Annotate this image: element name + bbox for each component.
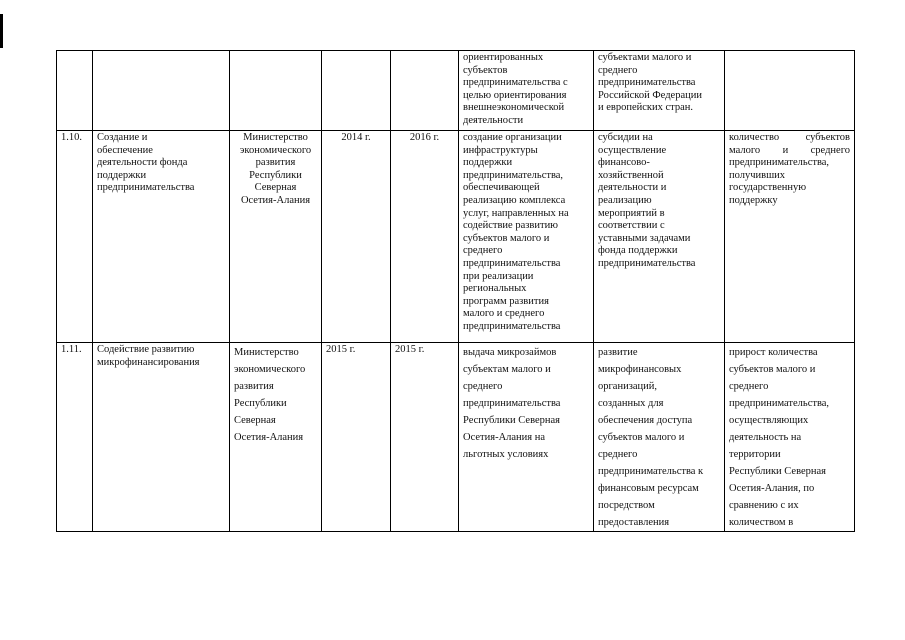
cell-result: развитие микрофинансовых организаций, созданных для обеспечения доступа субъектов малого и среднего предпринимательства к финансовым ресурсам посредством предоставления (594, 343, 725, 532)
scan-edge-mark (0, 14, 3, 48)
cell-end-year (391, 51, 459, 131)
cell-indicator: количество субъектов малого и среднего предпринимательства, получивших государственную поддержку (725, 131, 855, 343)
table-row (57, 51, 855, 131)
cell-measure-name: Содействие развитию микрофинансирования (93, 343, 230, 532)
cell-executor (230, 51, 322, 131)
cell-indicator (725, 51, 855, 131)
cell-executor: Министерство экономического развития Республики Северная Осетия-Алания (230, 131, 322, 343)
table-row (57, 131, 855, 343)
cell-content: выдача микрозаймов субъектам малого и среднего предпринимательства Республики Северная Осетия-Алания на льготных условиях (459, 343, 594, 532)
cell-end-year: 2016 г. (391, 131, 459, 343)
cell-result: субсидии на осуществление финансово- хозяйственной деятельности и реализацию мероприятий в соответствии с уставными задачами фонда поддержки предпринимательства (594, 131, 725, 343)
cell-number (57, 51, 93, 131)
cell-number: 1.10. (57, 131, 93, 343)
cell-executor: Министерство экономического развития Республики Северная Осетия-Алания (230, 343, 322, 532)
cell-end-year: 2015 г. (391, 343, 459, 532)
cell-start-year: 2015 г. (322, 343, 391, 532)
cell-content: ориентированных субъектов предпринимательства с целью ориентирования внешнеэкономической деятельности (459, 51, 594, 131)
cell-start-year: 2014 г. (322, 131, 391, 343)
table-row (57, 343, 855, 532)
cell-content: создание организации инфраструктуры поддержки предпринимательства, обеспечивающей реализацию комплекса услуг, направленных на содействие развитию субъектов малого и среднего предпринимательства при реализации региональных программ развития малого и среднего предпринимательства (459, 131, 594, 343)
cell-start-year (322, 51, 391, 131)
cell-indicator: прирост количества субъектов малого и среднего предпринимательства, осуществляющих деятельность на территории Республики Северная Осетия-Алания, по сравнению с их количеством в (725, 343, 855, 532)
cell-measure-name: Создание и обеспечение деятельности фонда поддержки предпринимательства (93, 131, 230, 343)
cell-number: 1.11. (57, 343, 93, 532)
cell-result: субъектами малого и среднего предпринимательства Российской Федерации и европейских стран. (594, 51, 725, 131)
cell-measure-name (93, 51, 230, 131)
measures-table (56, 50, 855, 532)
